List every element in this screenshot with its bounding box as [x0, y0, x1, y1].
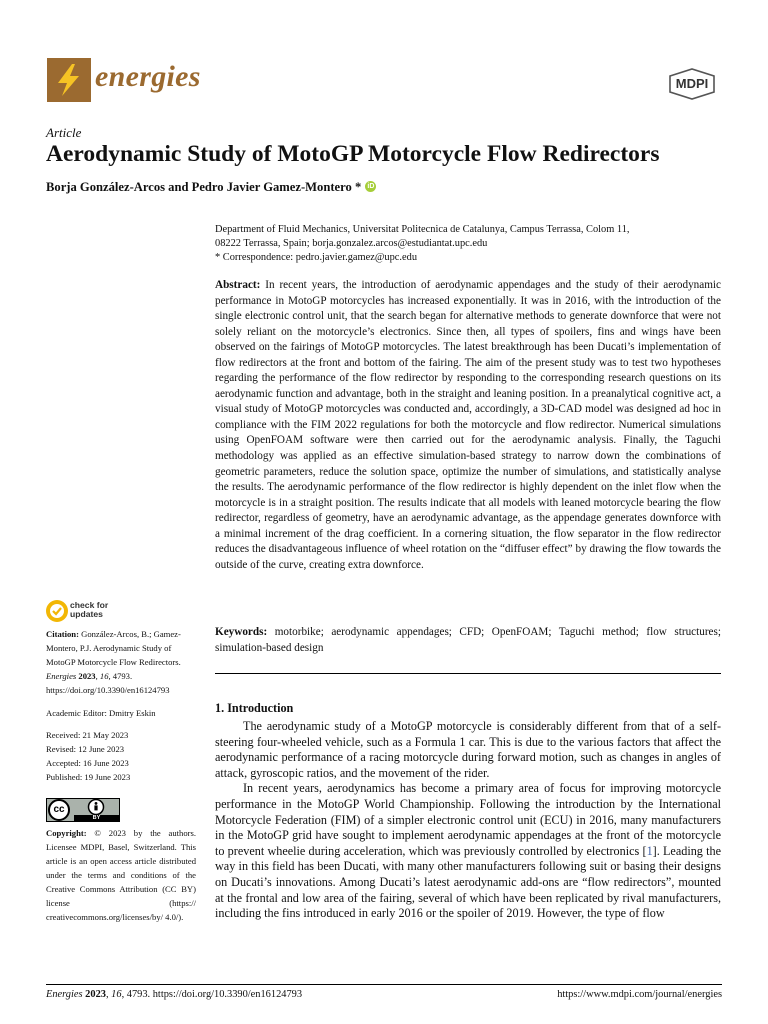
copyright-text: © 2023 by the authors. Licensee MDPI, Basel, Switzerland. This article is an open access article distributed under the terms and conditions of the Creative Commons Attribution (CC BY) license (https:// creativecommons.org/licenses/by/ 4.0/).	[46, 828, 196, 922]
mdpi-logo[interactable]	[664, 68, 720, 105]
introduction-body	[215, 719, 721, 922]
revised-date: Revised: 12 June 2023	[46, 744, 125, 754]
publication-dates	[46, 728, 196, 784]
intro-paragraph-2: In recent years, aerodynamics has become a primary area of focus for improving motorcycle performance in the MotoGP World Championship. Following the introduction by the International Motorcycle Federation (FIM) of a simpler electronic control unit (ECU) in 2016, many manufacturers in the MotoGP grid have sought to implement aerodynamic appendages at the front of the motorcycle to prevent wheelie during acceleration, which was previously controlled by electronics [1]. Leading the way in this field has been Ducati, with many other manufacturers following suit or basing their designs on Ducati’s innovations. Among Ducati’s latest aerodynamic add-ons are “flow redirectors”, mounted at the frontal and low area of the fairing, several of which have been replicated by rival manufacturers, including the fins introduced in early 2016 or the spoiler of 2019. However, the type of flow	[215, 781, 721, 921]
journal-logo-icon[interactable]	[47, 58, 91, 102]
check-line-1: check for	[70, 600, 109, 610]
affiliation-line-2: 08222 Terrassa, Spain; borja.gonzalez.arcos@estudiantat.upc.edu	[215, 238, 488, 249]
check-line-2: updates	[70, 609, 103, 619]
cc-by-license-icon[interactable]	[46, 798, 120, 827]
check-for-updates-label[interactable]	[70, 601, 108, 619]
correspondence: * Correspondence: pedro.javier.gamez@upc.edu	[215, 252, 418, 263]
divider	[215, 673, 721, 674]
published-date: Published: 19 June 2023	[46, 772, 131, 782]
received-date: Received: 21 May 2023	[46, 730, 129, 740]
copyright-notice	[46, 826, 196, 924]
author-list	[46, 180, 376, 195]
citation-journal: Energies	[46, 671, 77, 681]
accepted-date: Accepted: 16 June 2023	[46, 758, 129, 768]
copyright-label: Copyright:	[46, 828, 87, 838]
footer-doi[interactable]: , 4793. https://doi.org/10.3390/en16124793	[121, 989, 303, 1000]
footer-journal-url[interactable]: https://www.mdpi.com/journal/energies	[557, 989, 722, 1000]
article-title: Aerodynamic Study of MotoGP Motorcycle Flow Redirectors	[46, 141, 660, 167]
footer-divider	[46, 984, 722, 985]
citation-authors: González-Arcos, B.; Gamez-Montero, P.J. Aerodynamic Study of MotoGP Motorcycle Flow Redirectors.	[46, 629, 181, 667]
intro-paragraph-1: The aerodynamic study of a MotoGP motorcycle is considerably different from that of a self-steering four-wheeled vehicle, such as a Formula 1 car. This is due to the various factors that affect the aerodynamic performance of a racing motorcycle during forward motion, such as changes in angles of attack, gyroscopic ratios, and the movement of the rider.	[215, 719, 721, 780]
citation: Citation: González-Arcos, B.; Gamez-Montero, P.J. Aerodynamic Study of MotoGP Motorcycle Flow Redirectors. Energies 2023, 16, 4793. https://doi.org/10.3390/en16124793	[46, 629, 181, 695]
affiliation-line-1: Department of Fluid Mechanics, Universitat Politecnica de Catalunya, Campus Terrassa, Colom 11,	[215, 224, 630, 235]
citation-year: 2023	[78, 671, 96, 681]
footer-year: 2023	[85, 989, 106, 1000]
footer-journal: Energies	[46, 989, 83, 1000]
citation-volume: 16	[99, 671, 109, 681]
abstract-text: In recent years, the introduction of aerodynamic appendages and the study of their aerodynamic performance in MotoGP motorcycles has increased exponentially. It was in 2016, with the introduction of the single electronic control unit, that the search began for alternative methods to generate downforce that were not solely reliant on the motorcycle’s electronics. Since then, all types of spoilers, fins and wings have been observed on the fairings of MotoGP motorcycles. The latest breakthrough has been Ducati’s implementation of flow redirectors at the front and bottom of the fairing. The aim of the present study was to test two hypotheses regarding the performance of the flow redirector by responding to the corresponding research questions on its aerodynamic function and advantage, both in the straight and leaning position. In a preanalytical cognitive act, a visual study of MotoGP motorcycles was conducted and, accordingly, a 3D-CAD model was designed ad hoc in compliance with the FIM 2022 regulations for both the motorcycle and flow redirector. Numerical simulations using OpenFOAM software were then carried out for the aerodynamic analysis. Finally, the Taguchi methodology was applied as an effective simulation-based strategy to narrow down the combinations of geometric parameters, reduce the solution space, optimize the number of simulations, and statistically analyse the results. The aerodynamic performance of the flow redirector is highly dependent on the inlet flow when the motorcycle is in a straight position. The results indicate that all models with leaned motorcycle bearing the flow redirector, regardless of geometry, have an aerodynamic advantage, as the appendage generates downforce with a minimal increment of the drag coefficient. In a cornering situation, the flow separator in the flow redirector reduces the disadvantageous influence of wheel rotation on the “diffuser effect” by drawing the flow towards the outside of the curve, creating extra downforce.	[215, 279, 722, 571]
academic-editor: Academic Editor: Dmitry Eskin	[46, 708, 156, 718]
footer-volume: 16	[111, 989, 122, 1000]
check-for-updates-icon[interactable]	[45, 599, 69, 628]
orcid-icon[interactable]: iD	[367, 183, 375, 190]
authors-text: Borja González-Arcos and Pedro Javier Gamez-Montero *	[46, 180, 362, 194]
article-type: Article	[46, 125, 82, 140]
section-heading: 1. Introduction	[215, 701, 294, 715]
citation-pages: , 4793.	[108, 671, 133, 681]
citation-label: Citation:	[46, 629, 79, 639]
journal-name[interactable]: energies	[95, 60, 201, 93]
lightning-bolt-icon	[47, 58, 91, 102]
reference-link[interactable]: 1	[646, 843, 653, 858]
abstract-label: Abstract:	[215, 279, 261, 291]
abstract	[215, 278, 721, 573]
keywords-label: Keywords:	[215, 626, 268, 638]
by-icon-text: BY	[92, 814, 101, 821]
keywords-text: motorbike; aerodynamic appendages; CFD; OpenFOAM; Taguchi method; flow structures; simulation-based design	[215, 626, 721, 654]
citation-doi[interactable]: https://doi.org/10.3390/en16124793	[46, 685, 170, 695]
footer-citation: Energies 2023, 16, 4793. https://doi.org/10.3390/en16124793	[46, 989, 303, 1000]
publisher-name: MDPI	[675, 76, 709, 91]
cc-icon-text: cc	[53, 804, 65, 815]
keywords	[215, 625, 721, 656]
